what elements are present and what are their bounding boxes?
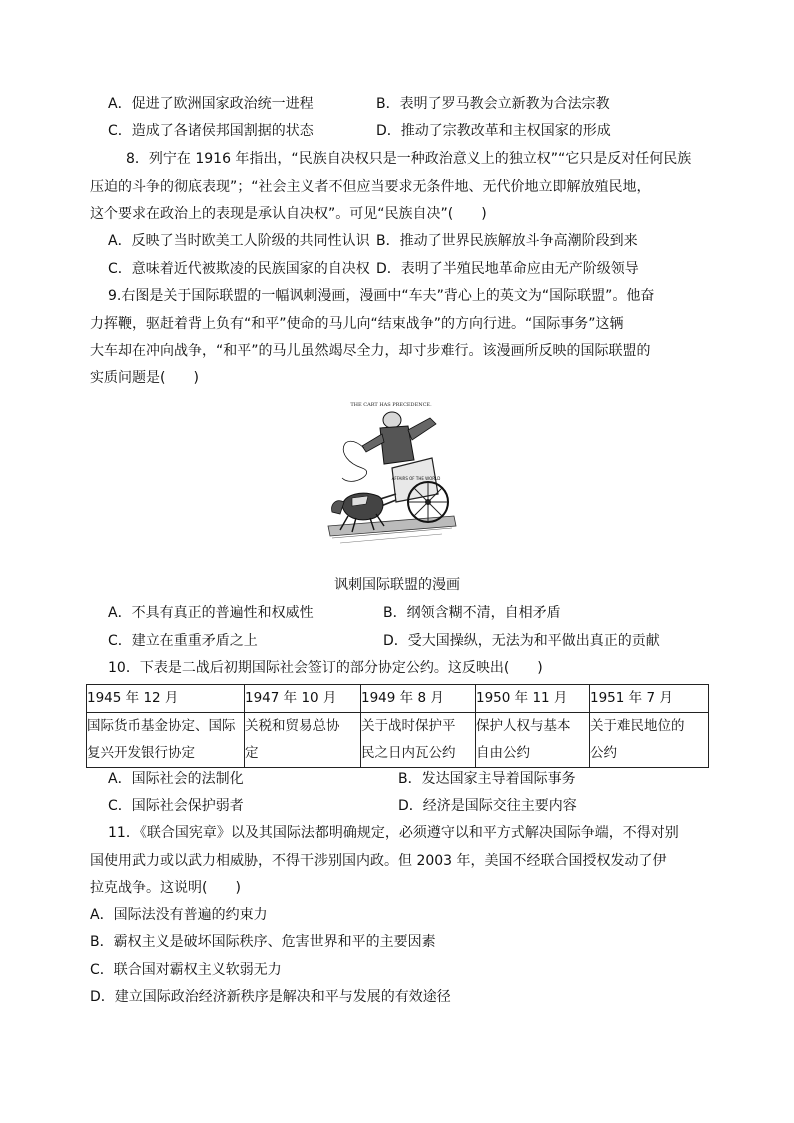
table-cell-agreement: 关税和贸易总协 定 — [245, 713, 361, 768]
q7-option-b: B．表明了罗马教会立新教为合法宗教 — [376, 96, 610, 112]
q8-option-a: A．反映了当时欧美工人阶级的共同性认识 — [108, 233, 370, 249]
table-row — [87, 713, 709, 768]
table-header-row — [87, 685, 709, 713]
q10-option-d: D．经济是国际交往主要内容 — [398, 798, 577, 814]
q8-stem-line-2: 压迫的斗争的彻底表现”；“社会主义者不但应当要求无条件地、无代价地立即解放殖民地， — [90, 179, 651, 195]
q9-stem-line-2: 力挥鞭，驱赶着背上负有“和平”使命的马儿向“结束战争”的方向行进。“国际事务”这辆 — [90, 316, 624, 332]
q9-option-c: C．建立在重重矛盾之上 — [108, 633, 258, 649]
table-cell-agreement: 关于战时保护平 民之日内瓦公约 — [361, 713, 476, 768]
table-cell-date: 1950 年 11 月 — [476, 685, 590, 713]
q7-option-c: C．造成了各诸侯邦国割据的状态 — [108, 123, 314, 139]
q9-option-a: A．不具有真正的普遍性和权威性 — [108, 605, 314, 621]
cartoon-cart-label: AFFAIRS OF THE WORLD — [391, 476, 441, 481]
q11-option-a: A．国际法没有普遍的约束力 — [90, 907, 268, 923]
q8-option-c: C．意味着近代被欺凌的民族国家的自决权 — [108, 261, 370, 277]
q9-stem-line-3: 大车却在冲向战争，“和平”的马儿虽然竭尽全力，却寸步难行。该漫画所反映的国际联盟的 — [90, 343, 651, 359]
q11-option-c: C．联合国对霸权主义软弱无力 — [90, 962, 282, 978]
q11-option-d: D．建立国际政治经济新秩序是解决和平与发展的有效途径 — [90, 989, 451, 1005]
table-cell-date: 1949 年 8 月 — [361, 685, 476, 713]
q9-option-d: D．受大国操纵，无法为和平做出真正的贡献 — [383, 633, 660, 649]
q10-stem: 10．下表是二战后初期国际社会签订的部分协定公约。这反映出( ) — [108, 660, 543, 676]
q8-stem-line-3: 这个要求在政治上的表现是承认自决权”。可见“民族自决”( ) — [90, 206, 487, 222]
table-cell-date: 1945 年 12 月 — [87, 685, 245, 713]
agreements-table — [86, 684, 709, 768]
q11-stem-line-1: 11．《联合国宪章》以及其国际法都明确规定，必须遵守以和平方式解决国际争端，不得对别 — [108, 825, 679, 841]
table-cell-agreement: 国际货币基金协定、国际 复兴开发银行协定 — [87, 713, 245, 768]
cartoon-header-text: THE CART HAS PRECEDENCE. — [350, 402, 432, 408]
league-of-nations-cartoon — [322, 398, 460, 550]
q8-option-b: B．推动了世界民族解放斗争高潮阶段到来 — [376, 233, 638, 249]
table-cell-agreement: 保护人权与基本 自由公约 — [476, 713, 590, 768]
q9-option-b: B．纲领含糊不清，自相矛盾 — [383, 605, 561, 621]
q11-stem-line-3: 拉克战争。这说明( ) — [90, 880, 241, 896]
q11-option-b: B．霸权主义是破坏国际秩序、危害世界和平的主要因素 — [90, 934, 436, 950]
q8-stem-line-1: 8．列宁在 1916 年指出，“民族自决权只是一种政治意义上的独立权”“它只是反对任何民族 — [126, 151, 692, 167]
q10-option-a: A．国际社会的法制化 — [108, 771, 244, 787]
q10-option-b: B．发达国家主导着国际事务 — [398, 771, 576, 787]
table-cell-agreement: 关于难民地位的 公约 — [590, 713, 709, 768]
q11-stem-line-2: 国使用武力或以武力相威胁，不得干涉别国内政。但 2003 年，美国不经联合国授权发动了伊 — [90, 853, 667, 869]
table-cell-date: 1947 年 10 月 — [245, 685, 361, 713]
q7-option-a: A．促进了欧洲国家政治统一进程 — [108, 96, 314, 112]
q10-option-c: C．国际社会保护弱者 — [108, 798, 244, 814]
q9-stem-line-1: 9.右图是关于国际联盟的一幅讽刺漫画，漫画中“车夫”背心上的英文为“国际联盟”。他奋 — [108, 288, 655, 304]
q9-stem-line-4: 实质问题是( ) — [90, 370, 199, 386]
cartoon-caption: 讽刺国际联盟的漫画 — [334, 577, 460, 593]
table-cell-date: 1951 年 7 月 — [590, 685, 709, 713]
q8-option-d: D．表明了半殖民地革命应由无产阶级领导 — [376, 261, 639, 277]
q7-option-d: D．推动了宗教改革和主权国家的形成 — [376, 123, 611, 139]
